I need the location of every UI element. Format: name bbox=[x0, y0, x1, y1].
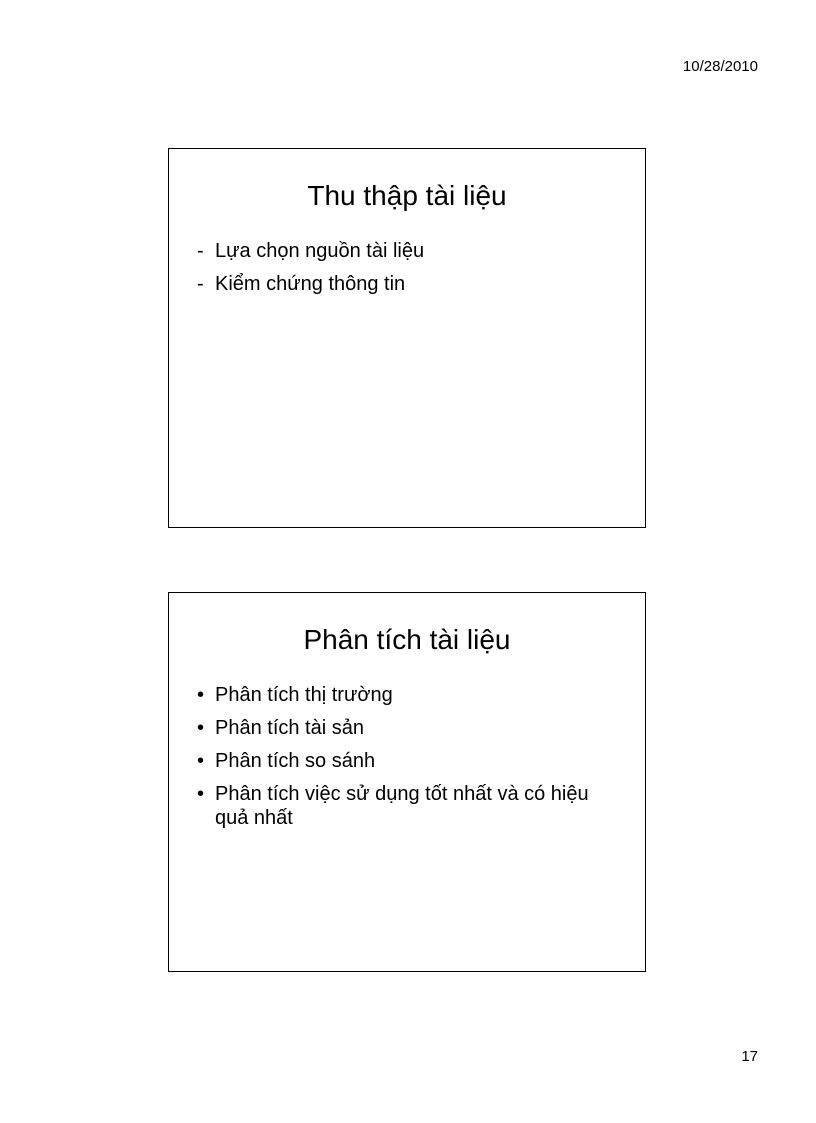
page-number: 17 bbox=[741, 1048, 758, 1065]
slide-bullet-list bbox=[197, 683, 621, 839]
list-item bbox=[197, 272, 621, 296]
list-item-text: Phân tích tài sản bbox=[215, 717, 364, 739]
list-item-text: Phân tích thị trường bbox=[215, 684, 393, 706]
list-item bbox=[197, 716, 621, 740]
bullet-marker: • bbox=[197, 684, 205, 706]
list-item bbox=[197, 683, 621, 707]
slide-thu-thap-tai-lieu bbox=[168, 148, 646, 528]
list-item-text: Kiểm chứng thông tin bbox=[215, 273, 406, 295]
list-item-text: Phân tích so sánh bbox=[215, 750, 376, 772]
list-item-text: Lựa chọn nguồn tài liệu bbox=[215, 240, 425, 262]
slide-title: Thu thập tài liệu bbox=[307, 180, 507, 211]
bullet-marker: • bbox=[197, 783, 205, 805]
list-item-text: Phân tích việc sử dụng tốt nhất và có hiệu quả nhất bbox=[215, 783, 589, 829]
dash-marker: - bbox=[197, 240, 204, 262]
list-item bbox=[197, 239, 621, 263]
bullet-marker: • bbox=[197, 717, 205, 739]
list-item bbox=[197, 749, 621, 773]
list-item bbox=[197, 782, 621, 830]
page-date: 10/28/2010 bbox=[682, 58, 758, 75]
slide-phan-tich-tai-lieu bbox=[168, 592, 646, 972]
slide-title: Phân tích tài liệu bbox=[303, 624, 511, 655]
bullet-marker: • bbox=[197, 750, 205, 772]
dash-marker: - bbox=[197, 273, 204, 295]
slide-bullet-list bbox=[197, 239, 621, 305]
